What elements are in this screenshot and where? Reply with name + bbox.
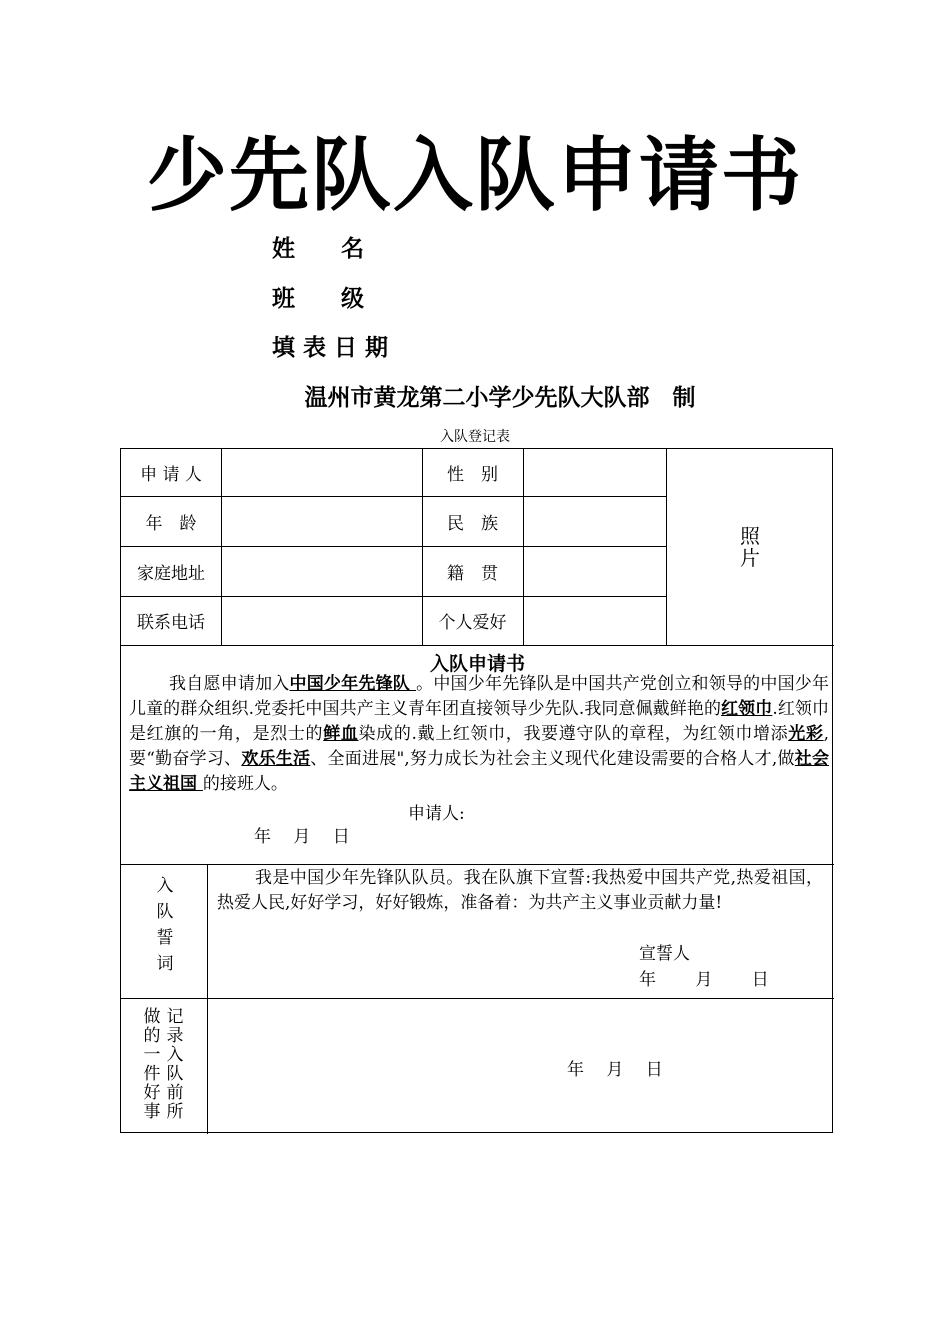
photo-label-2: 片 — [740, 546, 760, 570]
good-deed-label-right: 记录入队前所 — [166, 1007, 184, 1122]
application-title: 入队申请书 — [429, 653, 525, 675]
grid-line — [121, 864, 834, 865]
hobby-label: 个人爱好 — [438, 613, 507, 633]
oath-date: 年 月 日 — [639, 970, 769, 990]
keyword: 光彩 — [788, 724, 824, 744]
issuing-organization: 温州市黄龙第二小学少先队大队部 制 — [304, 385, 696, 411]
phone-label: 联系电话 — [137, 613, 205, 633]
registration-table — [120, 448, 833, 1133]
grid-line — [523, 449, 524, 645]
table-caption: 入队登记表 — [440, 429, 510, 445]
good-deed-date: 年 月 日 — [567, 1060, 663, 1080]
date-field-label: 填 表 日 期 — [272, 335, 389, 361]
photo-box — [666, 449, 834, 645]
oath-text: 我是中国少年先锋队队员。我在队旗下宣誓:我热爱中国共产党,热爱祖国，热爱人民,好好学习，好好锻炼，准备着：为共产主义事业贡献力量! — [217, 868, 823, 913]
oath-label: 入队誓词 — [156, 876, 174, 974]
keyword: 中国少年先锋队 — [289, 674, 417, 694]
document-title: 少先队入队申请书 — [147, 129, 803, 222]
applicant-signature-label: 申请人: — [408, 804, 465, 824]
grid-line — [121, 645, 834, 646]
application-date: 年 月 日 — [254, 827, 350, 847]
grid-line — [121, 998, 834, 999]
keyword: 欢乐生活 — [241, 749, 311, 769]
native-place-label: 籍 贯 — [447, 563, 498, 584]
photo-label-1: 照 — [740, 524, 760, 548]
class-field-label: 班 级 — [272, 286, 364, 312]
good-deed-label-left: 做的一件好事 — [143, 1007, 161, 1122]
gender-label: 性 别 — [447, 465, 498, 485]
name-field-label: 姓 名 — [272, 236, 364, 262]
age-label: 年 龄 — [145, 513, 197, 534]
keyword: 红领巾 — [721, 699, 773, 719]
keyword: 社会主义祖国 — [129, 749, 830, 794]
grid-line — [207, 864, 208, 1134]
application-text: 我自愿申请加入中国少年先锋队 。中国少年先锋队是中国共产党创立和领导的中国少年儿童的群众组织.党委托中国共产主义青年团直接领导少先队.我同意佩戴鲜艳的红领巾.红领巾是红旗的一角，是烈士的鲜血染成的.戴上红领巾，我要遵守队的章程，为红领巾增添光彩,要“勤奋学习、欢乐生活、全面进展",努力成长为社会主义现代化建设需要的合格人才,做社会主义祖国 的接班人。 — [129, 674, 830, 794]
address-label: 家庭地址 — [137, 563, 205, 584]
ethnicity-label: 民 族 — [447, 513, 498, 534]
oath-signer-label: 宣誓人 — [639, 944, 690, 964]
keyword: 鲜血 — [323, 724, 359, 744]
grid-line — [221, 449, 222, 645]
applicant-label: 申 请 人 — [140, 465, 202, 485]
